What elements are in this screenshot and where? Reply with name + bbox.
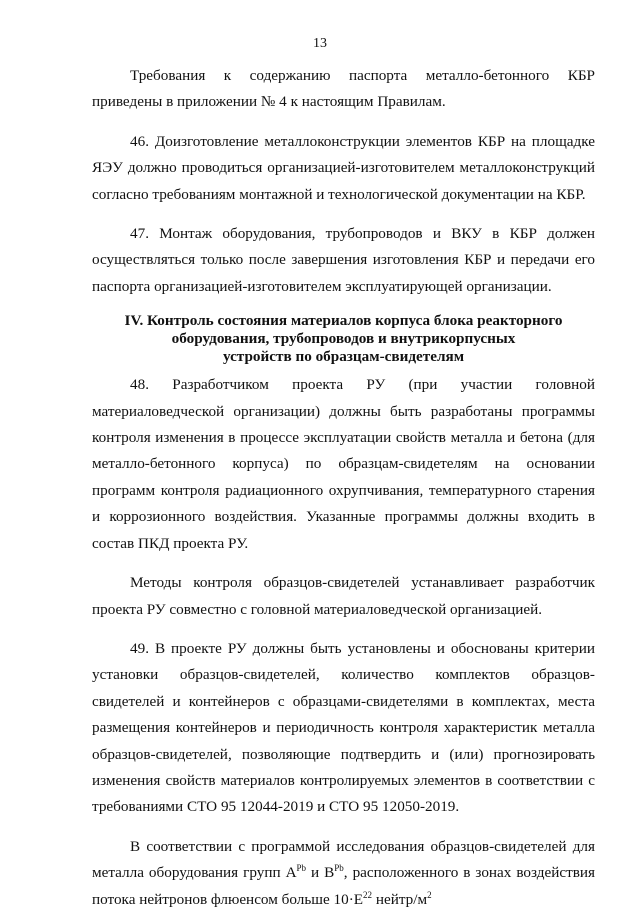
section-heading bbox=[92, 312, 595, 366]
section-heading-line-1: IV. Контроль состояния материалов корпуса блока реакторного bbox=[124, 312, 563, 330]
section-heading-line-2: оборудования, трубопроводов и внутрикорпусных bbox=[171, 330, 516, 348]
superscript-b: Pb bbox=[334, 863, 344, 874]
page-number: 13 bbox=[313, 36, 327, 51]
paragraph-research-program bbox=[92, 834, 595, 913]
research-text-d: нейтр/м bbox=[372, 890, 428, 908]
paragraph-48: 48. Разработчиком проекта РУ (при участии головной материаловедческой организации) должны быть разработаны программы контроля изменения в процессе эксплуатации свойств металла и бетона (для металло-бетонного корпуса) по образцам-свидетелям на основании программ контроля радиационного охрупчивания, температурного старения и коррозионного воздействия. Указанные программы должны входить в состав ПКД проекта РУ. bbox=[92, 376, 595, 552]
paragraph-passport-requirements: Требования к содержанию паспорта металло-бетонного КБР приведены в приложении № 4 к настоящим Правилам. bbox=[92, 67, 595, 111]
paragraph-control-methods: Методы контроля образцов-свидетелей устанавливает разработчик проекта РУ совместно с головной материаловедческой организацией. bbox=[92, 574, 595, 618]
superscript-exponent: 22 bbox=[363, 889, 373, 900]
research-text-c: , расположенного в зонах воздействия потока нейтронов флюенсом больше 10·E bbox=[92, 864, 596, 908]
research-text-b: и B bbox=[306, 864, 335, 882]
paragraph-47: 47. Монтаж оборудования, трубопроводов и ВКУ в КБР должен осуществляться только после завершения изготовления КБР и передачи его паспорта организацией-изготовителем эксплуатирующей организации. bbox=[92, 225, 595, 295]
research-text-a: В соответствии с программой исследования образцов-свидетелей для металла оборудования групп A bbox=[92, 837, 595, 882]
superscript-unit: 2 bbox=[427, 889, 432, 900]
paragraph-46: 46. Доизготовление металлоконструкции элементов КБР на площадке ЯЭУ должно проводиться организацией-изготовителем металлоконструкций согласно требованиям монтажной и технологической документации на КБР. bbox=[92, 132, 595, 203]
document-body bbox=[92, 63, 595, 913]
paragraph-49: 49. В проекте РУ должны быть установлены и обоснованы критерии установки образцов-свидетелей, количество комплектов образцов-свидетелей и контейнеров с образцами-свидетелями в комплектах, места размещения контейнеров и периодичность контроля характеристик металла образцов-свидетелей, позволяющие подтвердить и (или) прогнозировать изменения свойств материалов контролируемых элементов в соответствии с требованиями СТО 95 12044-2019 и СТО 95 12050-2019. bbox=[92, 639, 595, 816]
section-heading-line-3: устройств по образцам-свидетелям bbox=[222, 348, 465, 366]
superscript-a: Pb bbox=[296, 863, 307, 874]
